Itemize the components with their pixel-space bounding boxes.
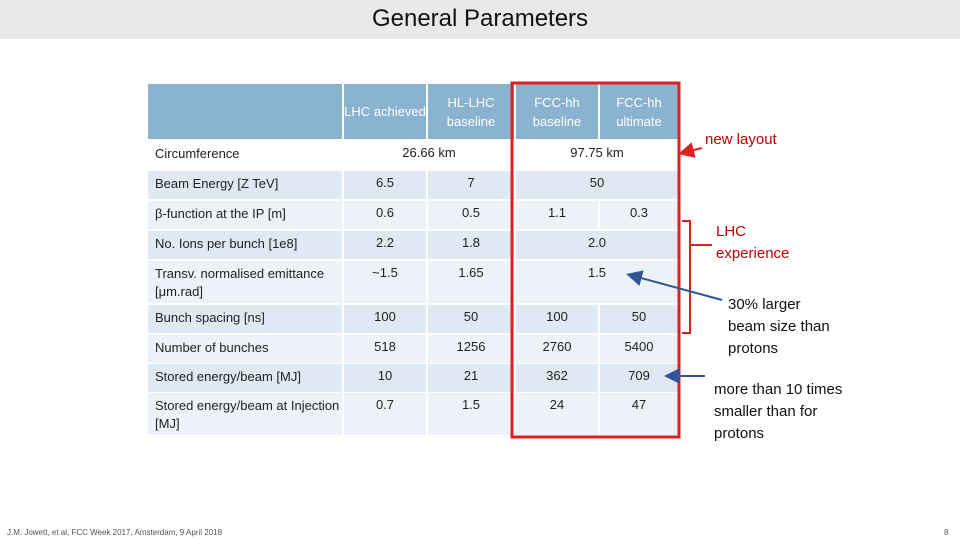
spacing-fcc-ultimate: 50: [600, 305, 678, 333]
bunches-lhc: 518: [344, 335, 426, 363]
spacing-fcc-baseline: 100: [516, 305, 598, 333]
circumference-lhc-value: 26.66 km: [402, 145, 456, 160]
ions-hl-lhc: 1.8: [428, 231, 514, 259]
stored-inj-fcc-ultimate: 47: [600, 393, 678, 435]
beam-energy-lhc: 6.5: [344, 171, 426, 199]
stored-hl-lhc: 21: [428, 364, 514, 392]
stored-lhc: 10: [344, 364, 426, 392]
new-layout-note: new layout: [705, 131, 777, 148]
bunches-hl-lhc: 1256: [428, 335, 514, 363]
stored-inj-lhc: 0.7: [344, 393, 426, 435]
emittance-lhc: ~1.5: [344, 261, 426, 303]
header-lhc-achieved: LHC achieved: [344, 84, 426, 139]
bunches-fcc-ultimate: 5400: [600, 335, 678, 363]
header-hl-lhc-baseline: HL-LHC baseline: [428, 84, 514, 139]
ions-fcc: 2.0: [516, 231, 678, 259]
circumference-fcc-value: 97.75 km: [570, 145, 624, 160]
row-label-circumference: Circumference: [155, 146, 240, 161]
row-label-emittance: Transv. normalised emittance [μm.rad]: [148, 261, 342, 303]
row-label-bunch-spacing: Bunch spacing [ns]: [148, 305, 342, 333]
new-layout-arrow: [682, 148, 702, 153]
row-label-stored-energy: Stored energy/beam [MJ]: [148, 364, 342, 392]
row-label-beam-energy: Beam Energy [Z TeV]: [148, 171, 342, 199]
lhc-experience-bracket: [682, 221, 690, 333]
beta-fcc-baseline: 1.1: [516, 201, 598, 229]
emittance-hl-lhc: 1.65: [428, 261, 514, 303]
ions-lhc: 2.2: [344, 231, 426, 259]
beta-fcc-ultimate: 0.3: [600, 201, 678, 229]
header-fcc-hh-ultimate: FCC-hh ultimate: [600, 84, 678, 139]
fcc-highlight-box: [512, 83, 679, 437]
beam-energy-fcc: 50: [516, 171, 678, 199]
spacing-lhc: 100: [344, 305, 426, 333]
emittance-fcc: 1.5: [516, 261, 678, 303]
header-fcc-hh-baseline: FCC-hh baseline: [516, 84, 598, 139]
larger-beam-note: 30% larger beam size than protons: [728, 296, 830, 357]
stored-inj-fcc-baseline: 24: [516, 393, 598, 435]
emittance-arrow: [630, 275, 722, 300]
beta-hl-lhc: 0.5: [428, 201, 514, 229]
beta-lhc: 0.6: [344, 201, 426, 229]
page-title: General Parameters: [371, 5, 589, 32]
row-label-ions-per-bunch: No. Ions per bunch [1e8]: [148, 231, 342, 259]
lhc-experience-note: LHC experience: [716, 223, 790, 262]
stored-fcc-ultimate: 709: [600, 364, 678, 392]
smaller-note: more than 10 times smaller than for protons: [714, 381, 843, 442]
beam-energy-hl-lhc: 7: [428, 171, 514, 199]
row-label-beta-function: β-function at the IP [m]: [148, 201, 342, 229]
page-number: 8: [944, 528, 949, 537]
bunches-fcc-baseline: 2760: [516, 335, 598, 363]
footer-citation: J.M. Jowett, et al, FCC Week 2017, Amsterdam, 9 April 2018: [7, 528, 223, 537]
row-label-stored-energy-injection: Stored energy/beam at Injection [MJ]: [148, 393, 342, 435]
stored-inj-hl-lhc: 1.5: [428, 393, 514, 435]
stored-fcc-baseline: 362: [516, 364, 598, 392]
row-label-number-of-bunches: Number of bunches: [148, 335, 342, 363]
spacing-hl-lhc: 50: [428, 305, 514, 333]
